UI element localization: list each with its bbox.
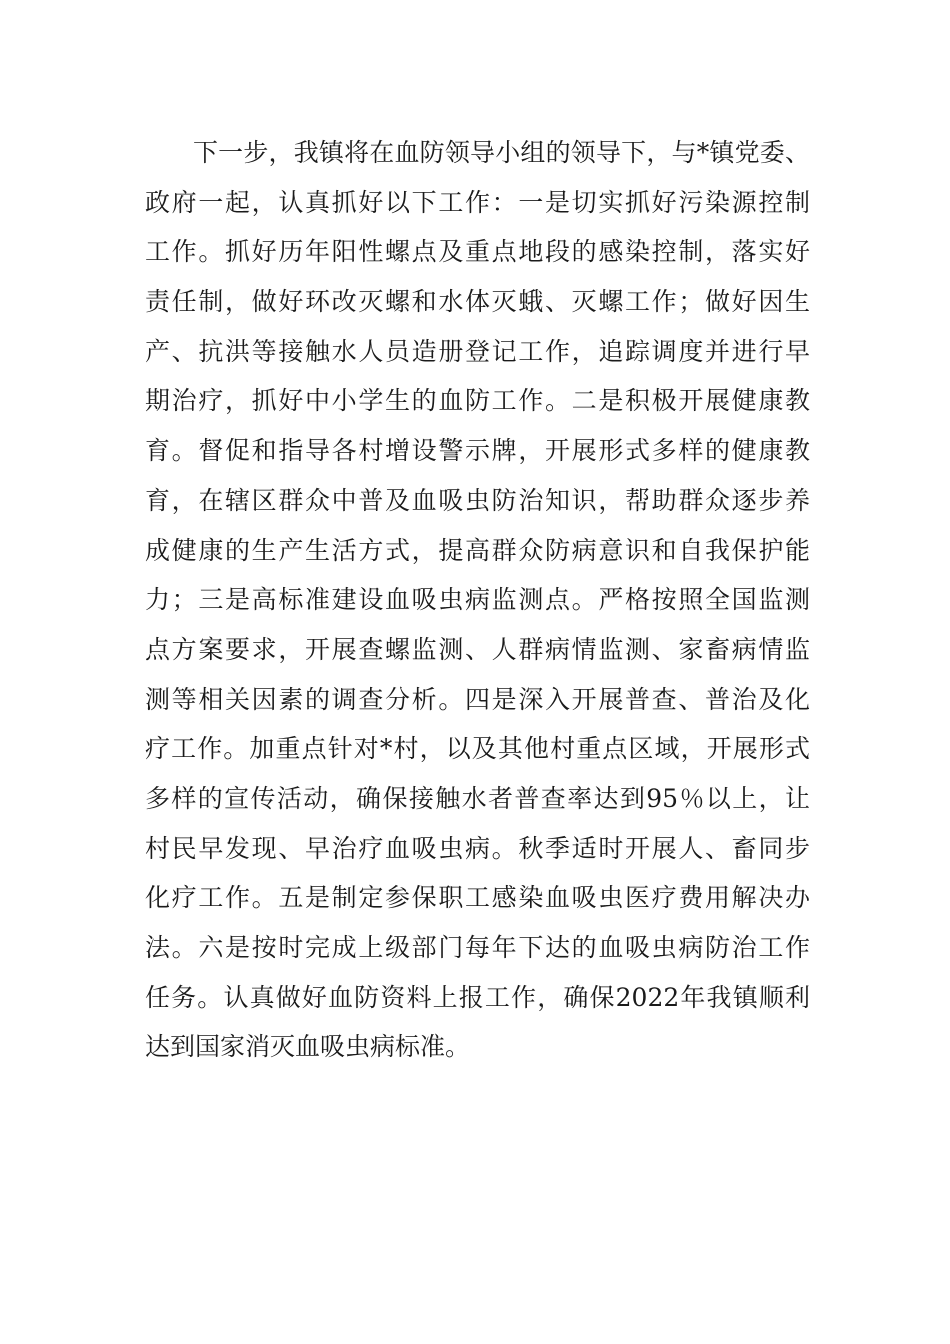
paragraph-line: 政府一起，认真抓好以下工作：一是切实抓好污染源控制 bbox=[145, 187, 810, 217]
paragraph-line: 下一步，我镇将在血防领导小组的领导下，与*镇党委、 bbox=[193, 138, 810, 167]
paragraph-line: 化疗工作。五是制定参保职工感染血吸虫医疗费用解决办 bbox=[145, 883, 810, 913]
paragraph-line: 多样的宣传活动，确保接触水者普查率达到95％以上，让 bbox=[145, 783, 810, 813]
paragraph-line: 产、抗洪等接触水人员造册登记工作，追踪调度并进行早 bbox=[145, 336, 810, 366]
paragraph-line: 村民早发现、早治疗血吸虫病。秋季适时开展人、畜同步 bbox=[145, 833, 810, 863]
paragraph-line: 点方案要求，开展查螺监测、人群病情监测、家畜病情监 bbox=[145, 634, 810, 664]
paragraph-line: 责任制，做好环改灭螺和水体灭蛾、灭螺工作；做好因生 bbox=[145, 287, 810, 317]
paragraph-line: 疗工作。加重点针对*村，以及其他村重点区域，开展形式 bbox=[145, 734, 810, 764]
paragraph-line: 期治疗，抓好中小学生的血防工作。二是积极开展健康教 bbox=[145, 386, 810, 416]
paragraph-line: 育。督促和指导各村增设警示牌，开展形式多样的健康教 bbox=[145, 436, 810, 466]
paragraph-line: 测等相关因素的调查分析。四是深入开展普查、普治及化 bbox=[145, 684, 810, 714]
paragraph-line: 任务。认真做好血防资料上报工作，确保2022年我镇顺利 bbox=[145, 982, 810, 1012]
paragraph-line: 法。六是按时完成上级部门每年下达的血吸虫病防治工作 bbox=[145, 933, 810, 962]
paragraph-line: 工作。抓好历年阳性螺点及重点地段的感染控制，落实好 bbox=[145, 237, 810, 267]
paragraph-line: 育，在辖区群众中普及血吸虫防治知识，帮助群众逐步养 bbox=[145, 485, 810, 515]
paragraph-line: 达到国家消灭血吸虫病标准。 bbox=[145, 1032, 471, 1062]
paragraph-line: 力；三是高标准建设血吸虫病监测点。严格按照全国监测 bbox=[145, 585, 810, 615]
body-paragraph bbox=[145, 128, 810, 1072]
paragraph-line: 成健康的生产生活方式，提高群众防病意识和自我保护能 bbox=[145, 535, 810, 565]
